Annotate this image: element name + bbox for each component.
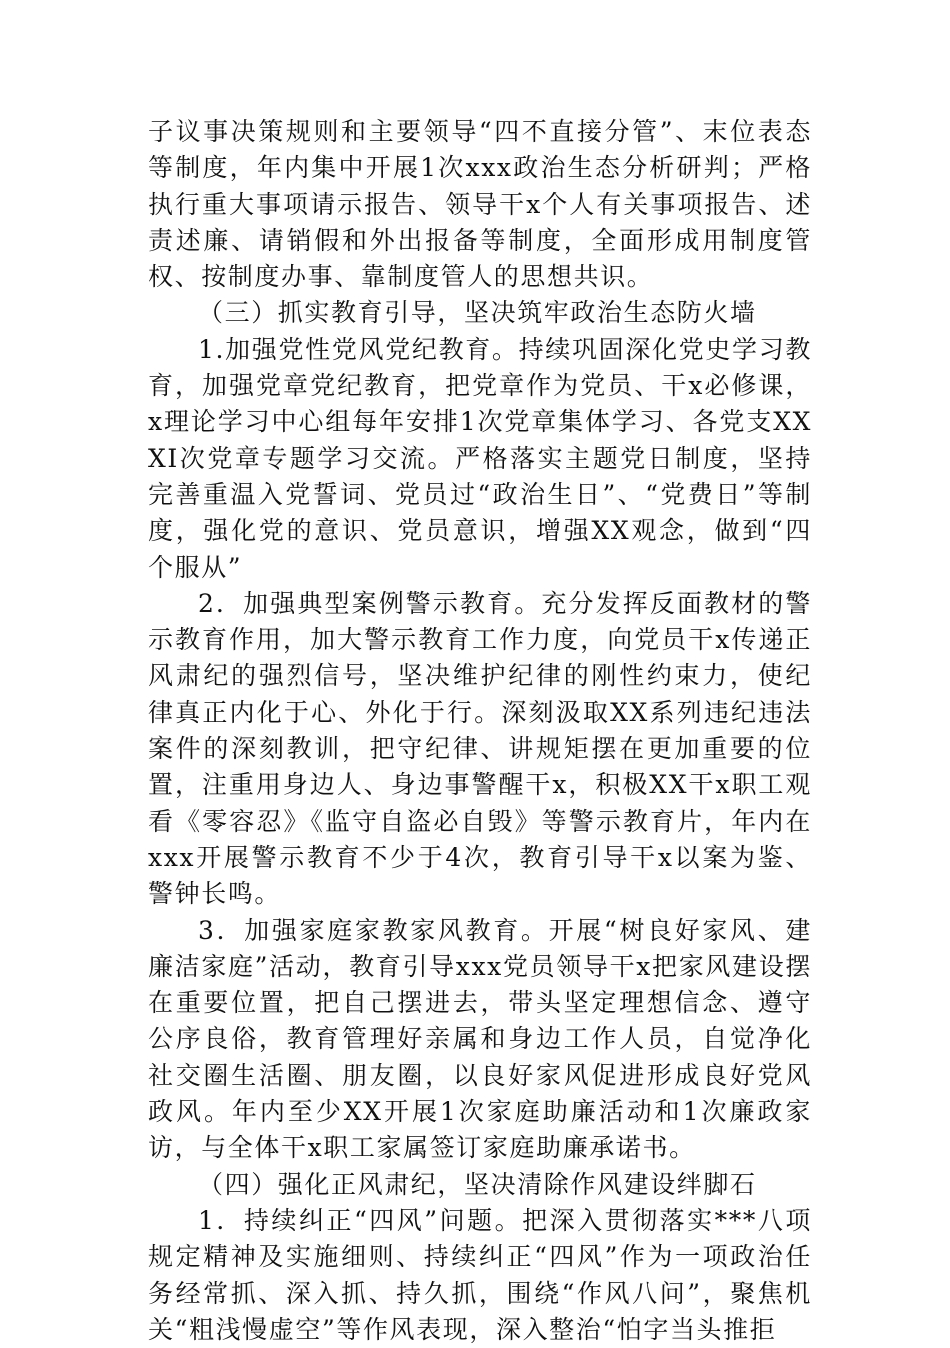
- body-paragraph: 1.加强党性党风党纪教育。持续巩固深化党史学习教育，加强党章党纪教育，把党章作为党员、干x必修课，x理论学习中心组每年安排1次党章集体学习、各党支XXXI次党章专题学习交流。严格落实主题党日制度，坚持完善重温入党誓词、党员过“政治生日”、“党费日”等制度，强化党的意识、党员意识，增强XX观念，做到“四个服从”: [148, 334, 812, 582]
- section-heading: （三）抓实教育引导，坚决筑牢政治生态防火墙: [198, 298, 757, 328]
- body-paragraph: 2．加强典型案例警示教育。充分发挥反面教材的警示教育作用，加大警示教育工作力度，向党员干x传递正风肃纪的强烈信号，坚决维护纪律的刚性约束力，使纪律真正内化于心、外化于行。深刻汲取XX系列违纪违法案件的深刻教训，把守纪律、讲规矩摆在更加重要的位置，注重用身边人、身边事警醒干x，积极XX干x职工观看《零容忍》《监守自盗必自毁》等警示教育片，年内在xxx开展警示教育不少于4次，教育引导干x以案为鉴、警钟长鸣。: [148, 588, 812, 909]
- body-paragraph: 1．持续纠正“四风”问题。把深入贯彻落实***八项规定精神及实施细则、持续纠正“四风”作为一项政治任务经常抓、深入抓、持久抓，围绕“作风八问”，聚焦机关“粗浅慢虚空”等作风表现，深入整治“怕字当头推拒: [148, 1205, 813, 1344]
- section-heading: （四）强化正风肃纪，坚决清除作风建设绊脚石: [198, 1169, 757, 1199]
- document-body: [148, 114, 812, 1348]
- body-paragraph: 3．加强家庭家教家风教育。开展“树良好家风、建廉洁家庭”活动，教育引导xxx党员领导干x把家风建设摆在重要位置，把自己摆进去，带头坚定理想信念、遵守公序良俗，教育管理好亲属和身边工作人员，自觉净化社交圈生活圈、朋友圈，以良好家风促进形成良好党风政风。年内至少XX开展1次家庭助廉活动和1次廉政家访，与全体干x职工家属签订家庭助廉承诺书。: [148, 915, 812, 1163]
- body-paragraph: 子议事决策规则和主要领导“四不直接分管”、末位表态等制度，年内集中开展1次xxx政治生态分析研判；严格执行重大事项请示报告、领导干x个人有关事项报告、述责述廉、请销假和外出报备等制度，全面形成用制度管权、按制度办事、靠制度管人的思想共识。: [148, 117, 812, 292]
